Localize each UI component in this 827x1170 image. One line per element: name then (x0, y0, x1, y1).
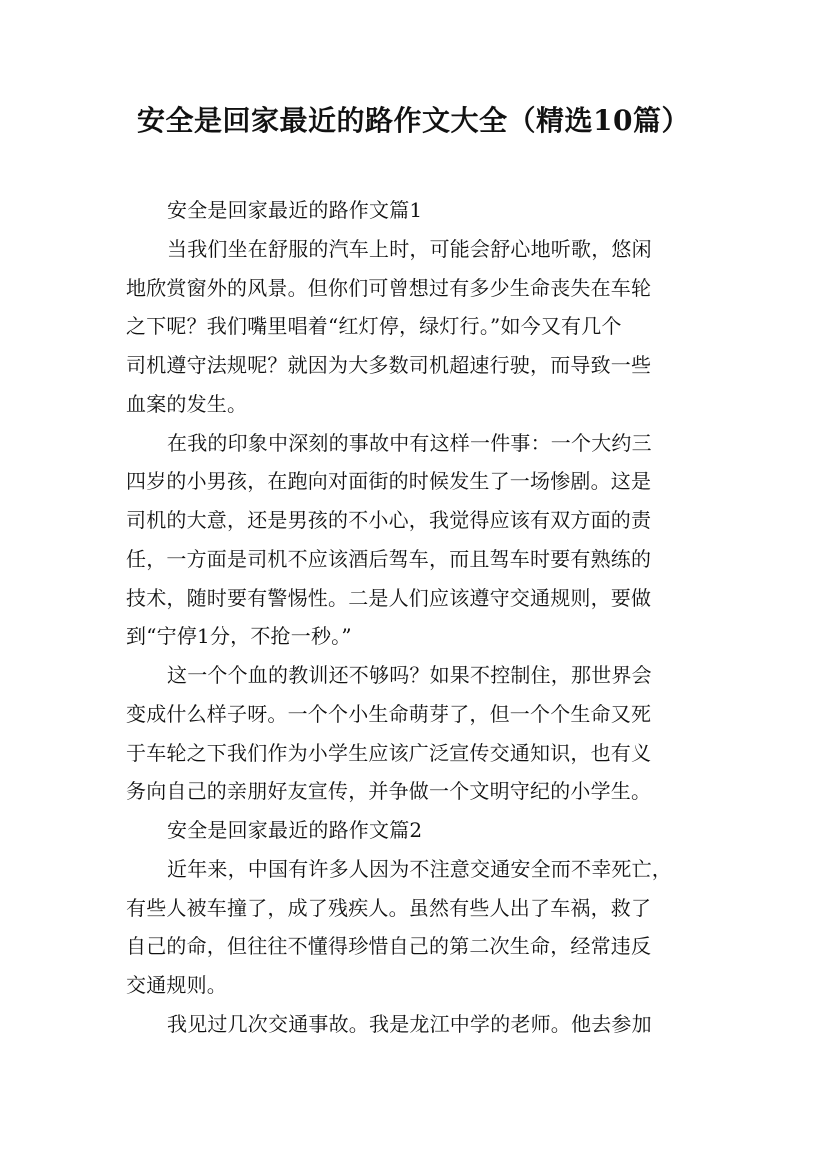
section-heading-1: 安全是回家最近的路作文篇1 (167, 198, 423, 222)
paragraph-line: 我见过几次交通事故。我是龙江中学的老师。他去参加 (167, 1011, 652, 1036)
paragraph-line: 技术，随时要有警惕性。二是人们应该遵守交通规则，要做 (126, 585, 652, 610)
paragraph-line: 四岁的小男孩，在跑向对面街的时候发生了一场惨剧。这是 (126, 469, 652, 494)
paragraph-line: 这一个个血的教训还不够吗？如果不控制住，那世界会 (167, 663, 652, 687)
paragraph-line: 自己的命，但往往不懂得珍惜自己的第二次生命，经常违反 (126, 934, 652, 959)
paragraph-line: 当我们坐在舒服的汽车上时，可能会舒心地听歌，悠闲 (167, 236, 652, 261)
paragraph-line: 在我的印象中深刻的事故中有这样一件事：一个大约三 (167, 430, 652, 455)
paragraph-line: 司机遵守法规呢？就因为大多数司机超速行驶，而导致一些 (126, 353, 652, 377)
paragraph-line: 地欣赏窗外的风景。但你们可曾想过有多少生命丧失在车轮 (126, 275, 652, 300)
document-body (126, 191, 712, 1044)
paragraph-line: 有些人被车撞了，成了残疾人。虽然有些人出了车祸，救了 (126, 895, 652, 920)
document-title: 安全是回家最近的路作文大全（精选10篇） (137, 104, 690, 137)
paragraph-line: 之下呢？我们嘴里唱着“红灯停，绿灯行。”如今又有几个 (126, 314, 622, 339)
paragraph-line: 任，一方面是司机不应该酒后驾车，而且驾车时要有熟练的 (126, 546, 652, 571)
paragraph-line: 近年来，中国有许多人因为不注意交通安全而不幸死亡， (167, 856, 672, 881)
paragraph-line: 到“宁停1分，不抢一秒。” (126, 624, 352, 649)
paragraph-line: 变成什么样子呀。一个个小生命萌芽了，但一个个生命又死 (126, 701, 652, 726)
paragraph-line: 司机的大意，还是男孩的不小心，我觉得应该有双方面的责 (126, 508, 652, 532)
paragraph-line: 血案的发生。 (126, 391, 248, 416)
paragraph-line: 于车轮之下我们作为小学生应该广泛宣传交通知识，也有义 (126, 740, 652, 765)
paragraph-line: 交通规则。 (126, 973, 227, 997)
section-heading-2: 安全是回家最近的路作文篇2 (167, 818, 423, 842)
paragraph-line: 务向自己的亲朋好友宣传，并争做一个文明守纪的小学生。 (126, 779, 652, 804)
